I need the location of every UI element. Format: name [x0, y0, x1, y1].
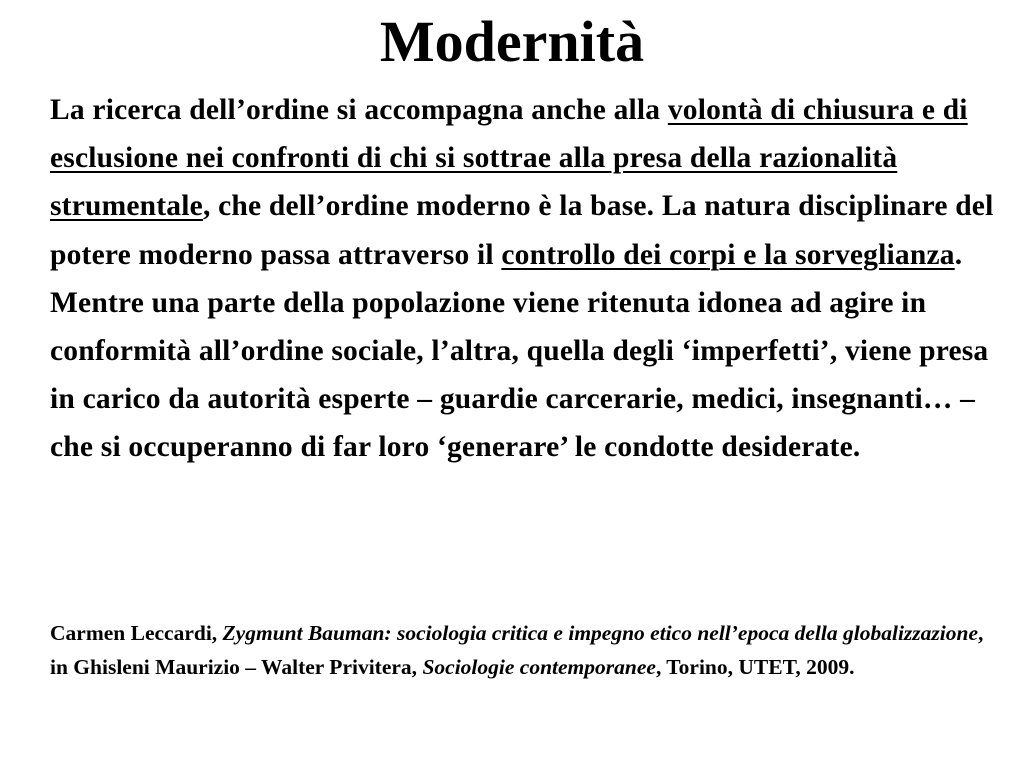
main-paragraph	[50, 86, 1000, 472]
citation-author: Carmen Leccardi,	[50, 621, 223, 645]
citation-book-title: Sociologie contemporanee	[422, 655, 656, 679]
citation-work-title: Zygmunt Bauman: sociologia critica e impegno etico nell’epoca della globalizzazione	[222, 621, 978, 645]
citation	[50, 616, 1000, 684]
slide-title: Modernità	[379, 9, 645, 74]
underlined-phrase-exclusion: volontà di chiusura e di esclusione nei confronti di chi si sottrae alla presa della razionalità strumentale	[50, 94, 968, 223]
paragraph-text-3: . Mentre una parte della popolazione viene ritenuta idonea ad agire in conformità all’ordine sociale, l’altra, quella degli ‘imperfetti’, viene presa in carico da autorità esperte – guardie carcerarie, medici, insegnanti… – che si occuperanno di far loro ‘generare’ le condotte desiderate.	[50, 238, 989, 464]
citation-middle: , in Ghisleni Maurizio – Walter Privitera,	[50, 621, 984, 679]
citation-publisher: , Torino, UTET, 2009.	[655, 655, 855, 679]
paragraph-text-1: La ricerca dell’ordine si accompagna anche alla	[50, 94, 668, 126]
paragraph-text-2: , che dell’ordine moderno è la base. La natura disciplinare del potere moderno passa attraverso il	[50, 190, 994, 271]
underlined-phrase-surveillance: controllo dei corpi e la sorveglianza	[501, 238, 955, 271]
